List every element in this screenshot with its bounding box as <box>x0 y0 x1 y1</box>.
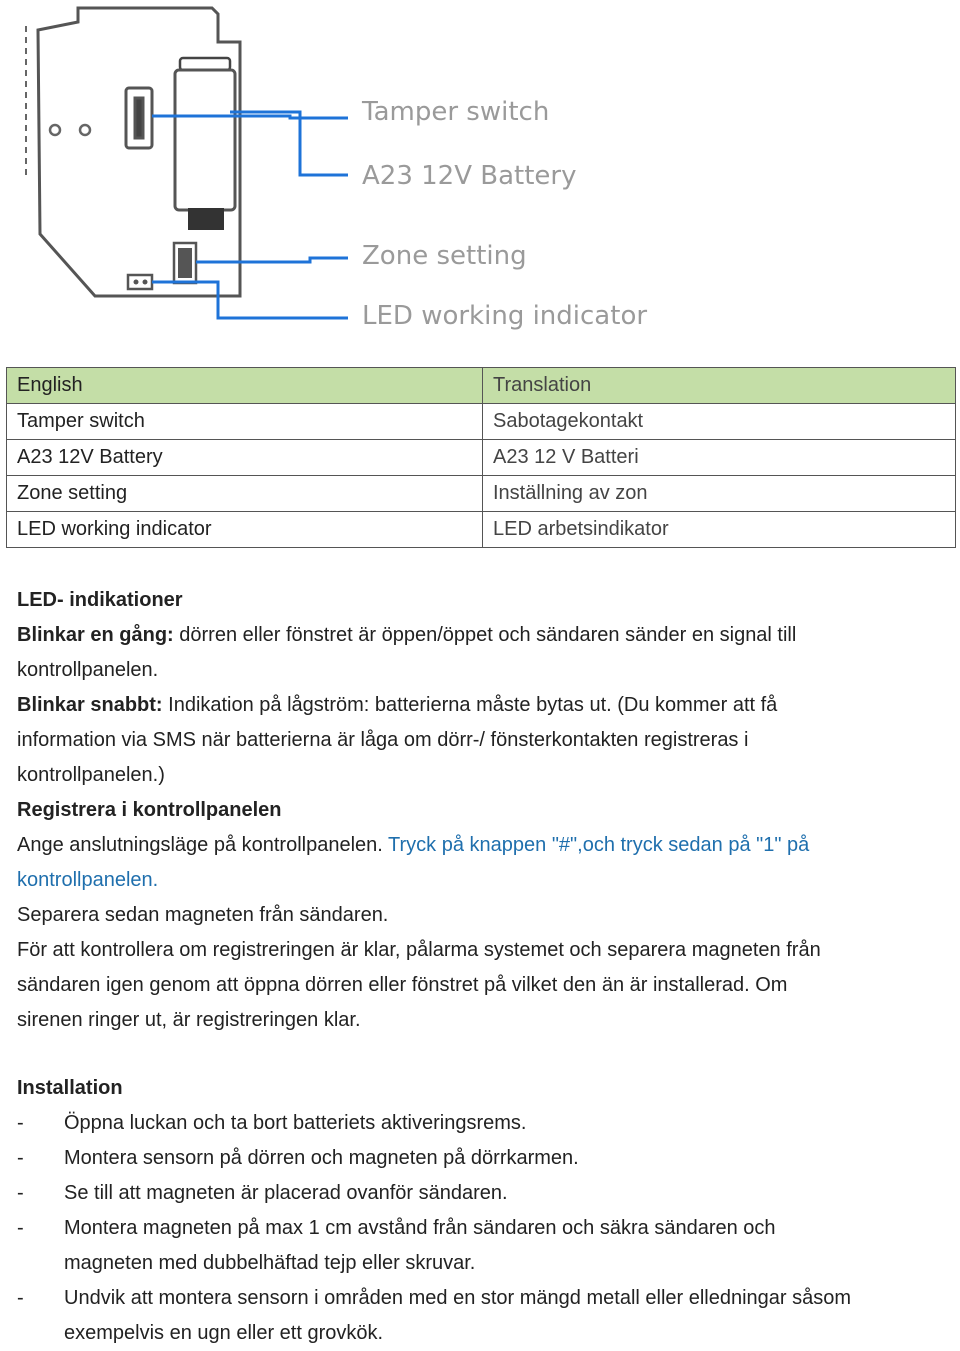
register-line-3: Separera sedan magneten från sändaren. <box>17 904 389 926</box>
list-item-text: Montera sensorn på dörren och magneten på dörrkarmen. <box>64 1147 579 1169</box>
tamper-switch-shape <box>126 88 152 148</box>
register-line-1 <box>17 828 947 863</box>
cell-translation: Inställning av zon <box>483 476 956 512</box>
register-line-2: kontrollpanelen. <box>17 869 159 891</box>
callout-lines <box>152 112 348 318</box>
cell-translation: Sabotagekontakt <box>483 404 956 440</box>
register-line-6: sirenen ringer ut, är registreringen klar. <box>17 1009 361 1031</box>
list-item <box>17 1176 947 1211</box>
list-dash: - <box>17 1112 24 1134</box>
list-item-line: magneten med dubbelhäftad tejp eller skruvar. <box>64 1252 476 1274</box>
led-indicator-shape <box>128 275 152 289</box>
table-row <box>7 512 956 548</box>
list-item <box>17 1211 947 1281</box>
register-title: Registrera i kontrollpanelen <box>17 799 282 821</box>
device-outline <box>38 8 240 296</box>
callout-zone-setting: Zone setting <box>362 241 527 271</box>
table-row <box>7 404 956 440</box>
installation-title: Installation <box>17 1077 123 1099</box>
battery-shape <box>175 58 235 230</box>
blink-fast-label: Blinkar snabbt: <box>17 694 163 716</box>
mounting-holes <box>50 125 90 135</box>
blink-once-text-2: kontrollpanelen. <box>17 659 159 681</box>
led-section <box>17 583 947 1038</box>
list-item-text <box>64 1281 851 1351</box>
blink-fast-line <box>17 688 947 723</box>
list-item-line: Undvik att montera sensorn i områden med en stor mängd metall eller elledningar såsom <box>64 1287 852 1309</box>
cell-english: LED working indicator <box>7 512 483 548</box>
cell-translation: LED arbetsindikator <box>483 512 956 548</box>
blink-fast-text: Indikation på lågström: batterierna måste bytas ut. (Du kommer att få <box>162 694 778 716</box>
list-item <box>17 1106 947 1141</box>
zone-setting-shape <box>174 243 196 283</box>
list-dash: - <box>17 1287 24 1309</box>
list-dash: - <box>17 1217 24 1239</box>
blink-once-line <box>17 618 947 653</box>
led-title: LED- indikationer <box>17 589 183 611</box>
register-instruction: Ange anslutningsläge på kontrollpanelen. <box>17 834 389 856</box>
header-translation: Translation <box>483 368 956 404</box>
header-english: English <box>7 368 483 404</box>
register-line-4: För att kontrollera om registreringen är klar, pålarma systemet och separera magneten från <box>17 939 821 961</box>
callout-tamper-switch: Tamper switch <box>362 97 550 127</box>
cell-english: Tamper switch <box>7 404 483 440</box>
list-dash: - <box>17 1147 24 1169</box>
list-item-line: exempelvis en ugn eller ett grovkök. <box>64 1322 384 1344</box>
list-item <box>17 1141 947 1176</box>
list-item-line: Montera magneten på max 1 cm avstånd från sändaren och säkra sändaren och <box>64 1217 776 1239</box>
device-diagram <box>0 0 960 345</box>
list-item-text <box>64 1211 776 1281</box>
table-header-row <box>7 368 956 404</box>
blink-fast-text-3: kontrollpanelen.) <box>17 764 165 786</box>
translation-table <box>6 367 956 548</box>
register-line-5: sändaren igen genom att öppna dörren eller fönstret på vilket den än är installerad. Om <box>17 974 788 996</box>
register-key-instruction: Tryck på knappen "#",och tryck sedan på "1" på <box>388 834 810 856</box>
table-row <box>7 476 956 512</box>
list-item-text: Se till att magneten är placerad ovanför sändaren. <box>64 1182 508 1204</box>
callout-led-indicator: LED working indicator <box>362 301 648 331</box>
cell-english: A23 12V Battery <box>7 440 483 476</box>
list-item-text: Öppna luckan och ta bort batteriets aktiveringsrems. <box>64 1112 527 1134</box>
cell-translation: A23 12 V Batteri <box>483 440 956 476</box>
table-row <box>7 440 956 476</box>
cell-english: Zone setting <box>7 476 483 512</box>
blink-once-label: Blinkar en gång: <box>17 624 174 646</box>
list-item <box>17 1281 947 1351</box>
installation-section <box>17 1071 947 1351</box>
blink-fast-text-2: information via SMS när batterierna är låga om dörr-/ fönsterkontakten registreras i <box>17 729 749 751</box>
callout-battery: A23 12V Battery <box>362 161 577 191</box>
list-dash: - <box>17 1182 24 1204</box>
blink-once-text: dörren eller fönstret är öppen/öppet och sändaren sänder en signal till <box>173 624 797 646</box>
